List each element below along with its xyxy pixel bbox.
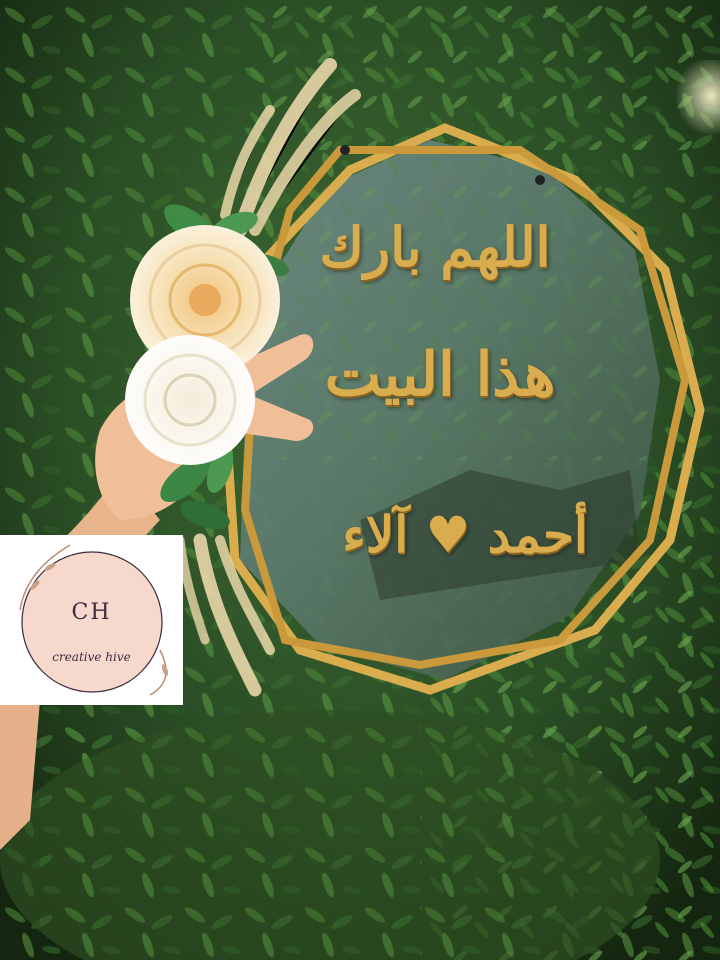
sign-text-blessing: اللهم بارك (319, 215, 551, 279)
sign-text-names: أحمد ♥ آلاء (342, 505, 588, 564)
logo-name: creative hive (52, 650, 131, 664)
hedge-texture (40, 720, 540, 960)
white-rose (125, 335, 255, 465)
hanging-hook-right (535, 175, 545, 185)
hanging-hook-left (340, 145, 350, 155)
sign-text-house: هذا البيت (324, 340, 556, 410)
logo-initials: CH (71, 600, 112, 625)
mirror-reflection (270, 160, 650, 460)
